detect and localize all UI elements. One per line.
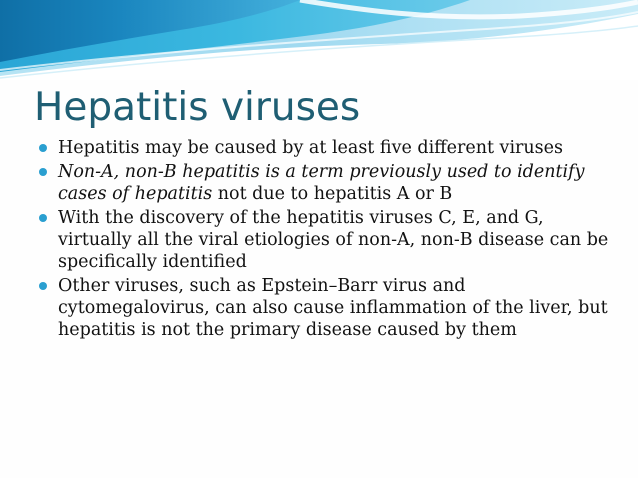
bullet-text: Hepatitis may be caused by at least five different viruses	[58, 138, 563, 158]
bullet-item	[38, 161, 610, 205]
bullet-item	[38, 137, 610, 159]
bullet-item	[38, 275, 610, 341]
bullet-dot-icon	[39, 168, 47, 176]
bullet-italic-text: Non-A, non-B hepatitis is a term previously used to identify cases of hepatitis	[58, 162, 585, 204]
header-wave-decoration	[0, 0, 638, 80]
bullet-text: Other viruses, such as Epstein–Barr virus and cytomegalovirus, can also cause inflammation of the liver, but hepatitis is not the primary disease caused by them	[58, 276, 608, 340]
bullet-dot-icon	[39, 144, 47, 152]
bullet-dot-icon	[39, 214, 47, 222]
bullet-item	[38, 207, 610, 273]
slide-title: Hepatitis viruses	[34, 85, 361, 130]
bullet-text: With the discovery of the hepatitis viruses C, E, and G, virtually all the viral etiologies of non-A, non-B disease can be specifically identified	[58, 208, 609, 272]
bullet-text: not due to hepatitis A or B	[212, 184, 453, 204]
bullet-list	[38, 137, 610, 343]
bullet-dot-icon	[39, 282, 47, 290]
